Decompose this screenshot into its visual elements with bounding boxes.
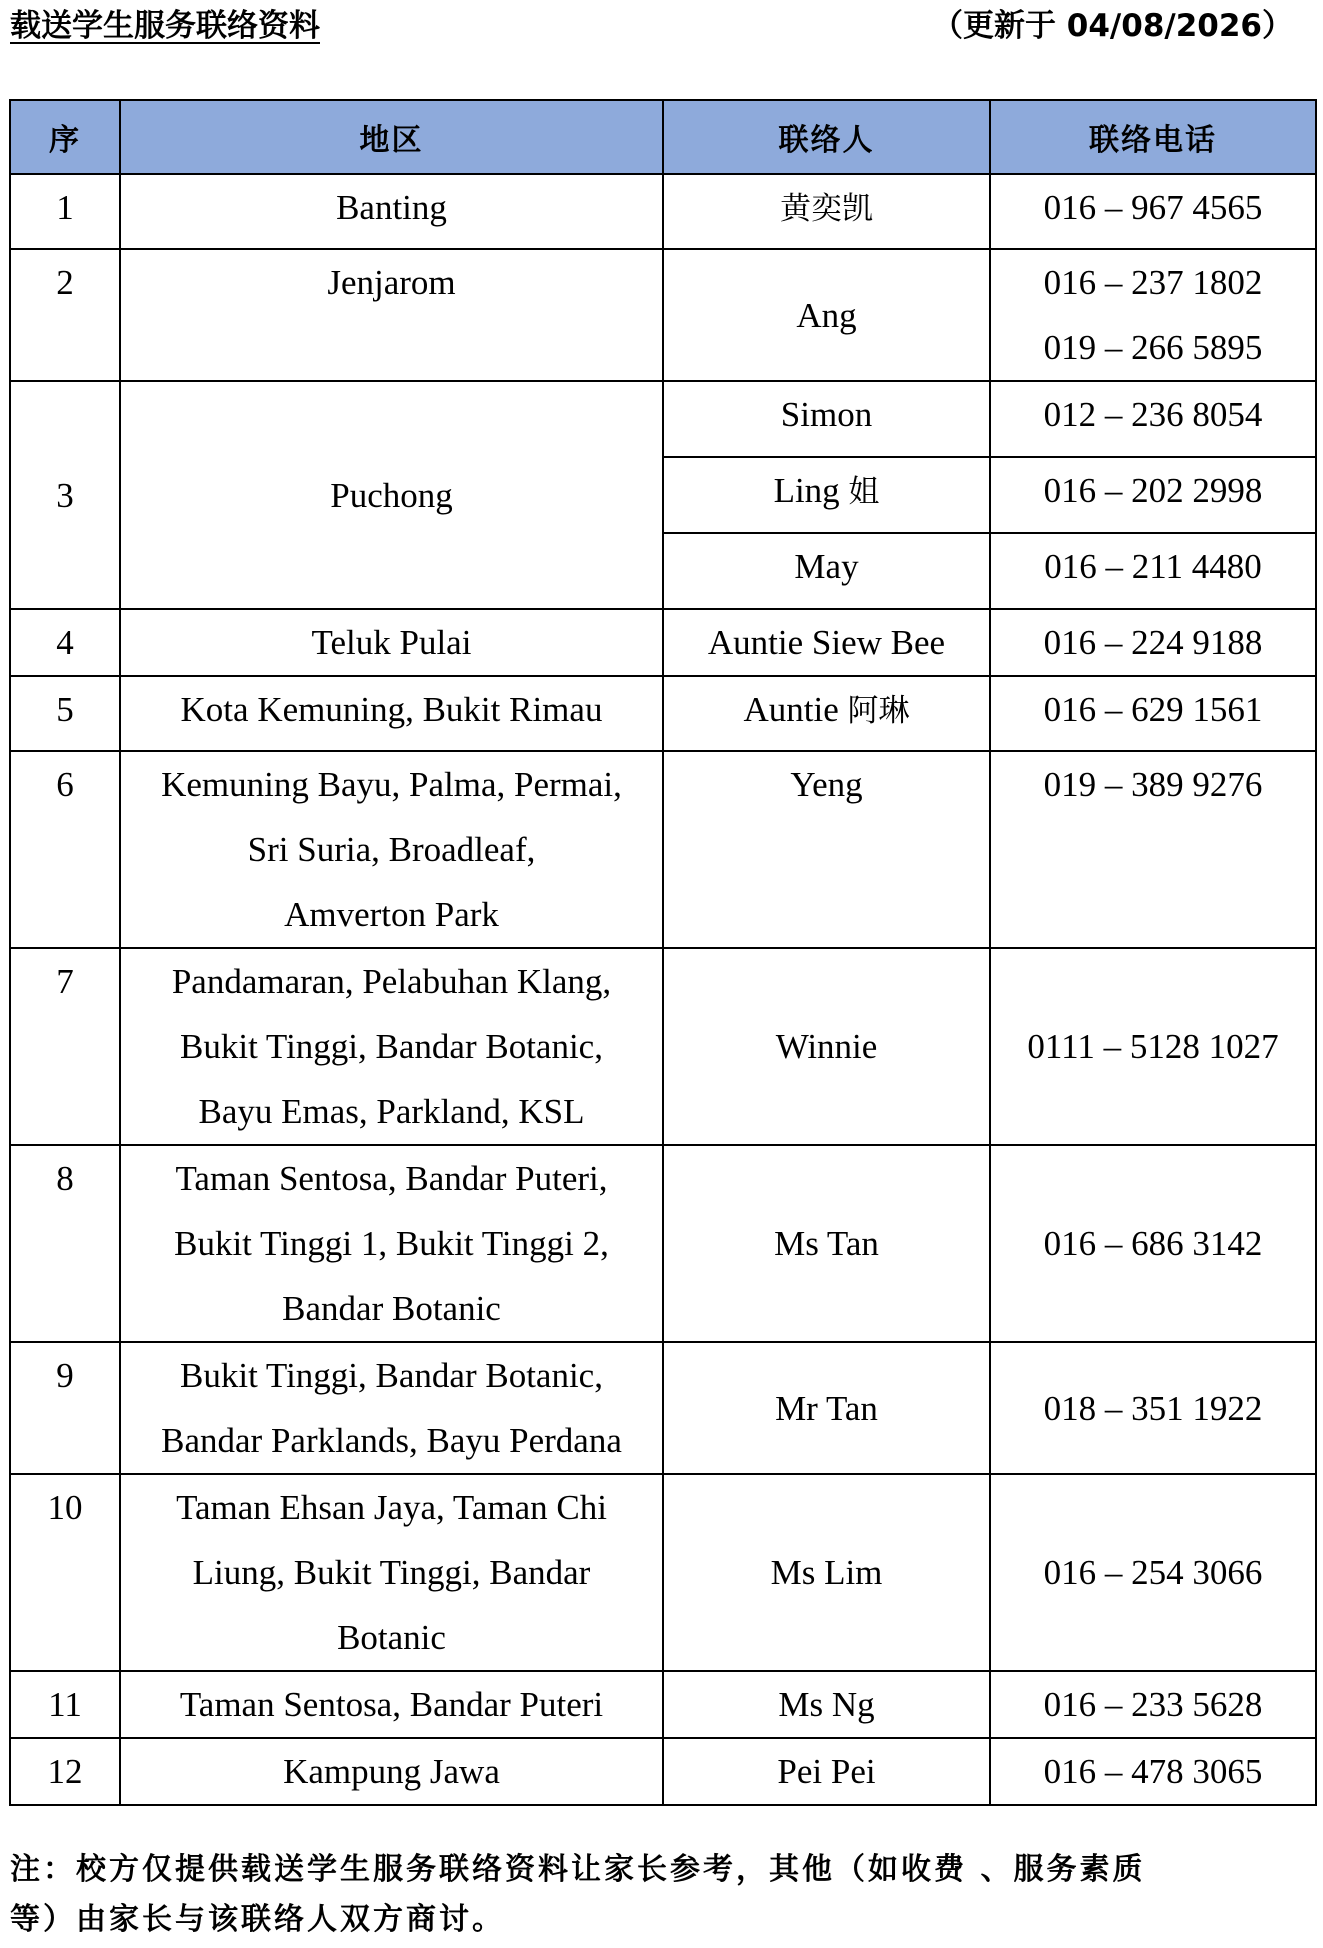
row-phone [990,249,1316,381]
row-no: 12 [10,1738,120,1805]
col-header-contact: 联络人 [663,100,990,174]
row-no: 11 [10,1671,120,1738]
row-no: 5 [10,676,120,751]
row-area: Jenjarom [120,249,663,381]
row-no: 10 [10,1474,120,1671]
row-phone: 016 – 629 1561 [990,676,1316,751]
table-row [10,174,1316,249]
row-phone: 012 – 236 8054 [990,381,1316,457]
row-no: 6 [10,751,120,948]
row-no: 3 [10,381,120,609]
row-phone: 018 – 351 1922 [990,1342,1316,1474]
row-contact: Yeng [663,751,990,948]
row-phone: 016 – 202 2998 [990,457,1316,533]
table-row [10,1342,1316,1474]
table-row [10,249,1316,381]
row-contact: Ang [663,249,990,381]
row-contact: Ms Tan [663,1145,990,1342]
row-phone: 016 – 686 3142 [990,1145,1316,1342]
row-area [120,1474,663,1671]
row-area [120,1145,663,1342]
row-contact: Auntie Siew Bee [663,609,990,676]
row-contact: Ms Ng [663,1671,990,1738]
row-phone: 0111 – 5128 1027 [990,948,1316,1145]
footnote-line: 注：校方仅提供载送学生服务联络资料让家长参考，其他（如收费 、服务素质 [10,1852,1146,1887]
row-no: 4 [10,609,120,676]
row-area: Kota Kemuning, Bukit Rimau [120,676,663,751]
contact-name: 黄奕凯 [780,191,873,227]
phone-number: 016 – 237 1802 [1043,263,1263,302]
area-line: Bandar Botanic [282,1289,501,1328]
area-line: Bukit Tinggi 1, Bukit Tinggi 2, [174,1224,609,1263]
row-contact: Ms Lim [663,1474,990,1671]
row-area: Teluk Pulai [120,609,663,676]
row-no: 2 [10,249,120,381]
area-line: Amverton Park [284,895,499,934]
row-no: 1 [10,174,120,249]
row-area: Puchong [120,381,663,609]
table-row [10,1738,1316,1805]
contact-name-suffix: 阿琳 [847,693,910,729]
table-row [10,1671,1316,1738]
row-no: 7 [10,948,120,1145]
footnote [10,1845,1310,1945]
area-line: Bukit Tinggi, Bandar Botanic, [180,1027,603,1066]
row-contact: Simon [663,381,990,457]
row-area [120,751,663,948]
row-area [120,948,663,1145]
contact-name-suffix: 姐 [848,474,880,510]
row-no: 8 [10,1145,120,1342]
table-row [10,609,1316,676]
area-line: Taman Ehsan Jaya, Taman Chi [176,1488,607,1527]
updated-date: （更新于 04/08/2026） [932,8,1293,44]
row-contact: May [663,533,990,609]
row-area: Taman Sentosa, Bandar Puteri [120,1671,663,1738]
row-phone: 016 – 233 5628 [990,1671,1316,1738]
row-phone: 016 – 211 4480 [990,533,1316,609]
col-header-no: 序 [10,100,120,174]
row-phone: 019 – 389 9276 [990,751,1316,948]
row-contact [663,676,990,751]
contact-name: Auntie [743,690,839,729]
row-area [120,1342,663,1474]
col-header-area: 地区 [120,100,663,174]
table-row [10,1474,1316,1671]
row-contact [663,174,990,249]
document-title: 载送学生服务联络资料 [10,8,320,44]
area-line: Bandar Parklands, Bayu Perdana [161,1421,622,1460]
transport-contacts-table [9,99,1317,1806]
area-line: Bukit Tinggi, Bandar Botanic, [180,1356,603,1395]
table-row [10,1145,1316,1342]
area-line: Bayu Emas, Parkland, KSL [198,1092,585,1131]
footnote-line: 等）由家长与该联络人双方商讨。 [10,1902,505,1937]
table-row [10,381,1316,457]
col-header-phone: 联络电话 [990,100,1316,174]
row-phone: 016 – 254 3066 [990,1474,1316,1671]
row-contact: Winnie [663,948,990,1145]
area-line: Taman Sentosa, Bandar Puteri, [175,1159,608,1198]
table-row [10,948,1316,1145]
row-phone: 016 – 224 9188 [990,609,1316,676]
row-phone: 016 – 967 4565 [990,174,1316,249]
table-header-row [10,100,1316,174]
row-contact: Mr Tan [663,1342,990,1474]
row-contact: Pei Pei [663,1738,990,1805]
row-phone: 016 – 478 3065 [990,1738,1316,1805]
phone-number: 019 – 266 5895 [1043,328,1263,367]
table-row [10,751,1316,948]
table-row [10,676,1316,751]
row-no: 9 [10,1342,120,1474]
area-line: Pandamaran, Pelabuhan Klang, [171,962,612,1001]
row-area: Kampung Jawa [120,1738,663,1805]
row-area: Banting [120,174,663,249]
contact-name: Ling [773,471,840,510]
area-line: Botanic [337,1618,446,1657]
area-line: Kemuning Bayu, Palma, Permai, [161,765,622,804]
row-contact [663,457,990,533]
area-line: Sri Suria, Broadleaf, [247,830,536,869]
area-line: Liung, Bukit Tinggi, Bandar [192,1553,591,1592]
